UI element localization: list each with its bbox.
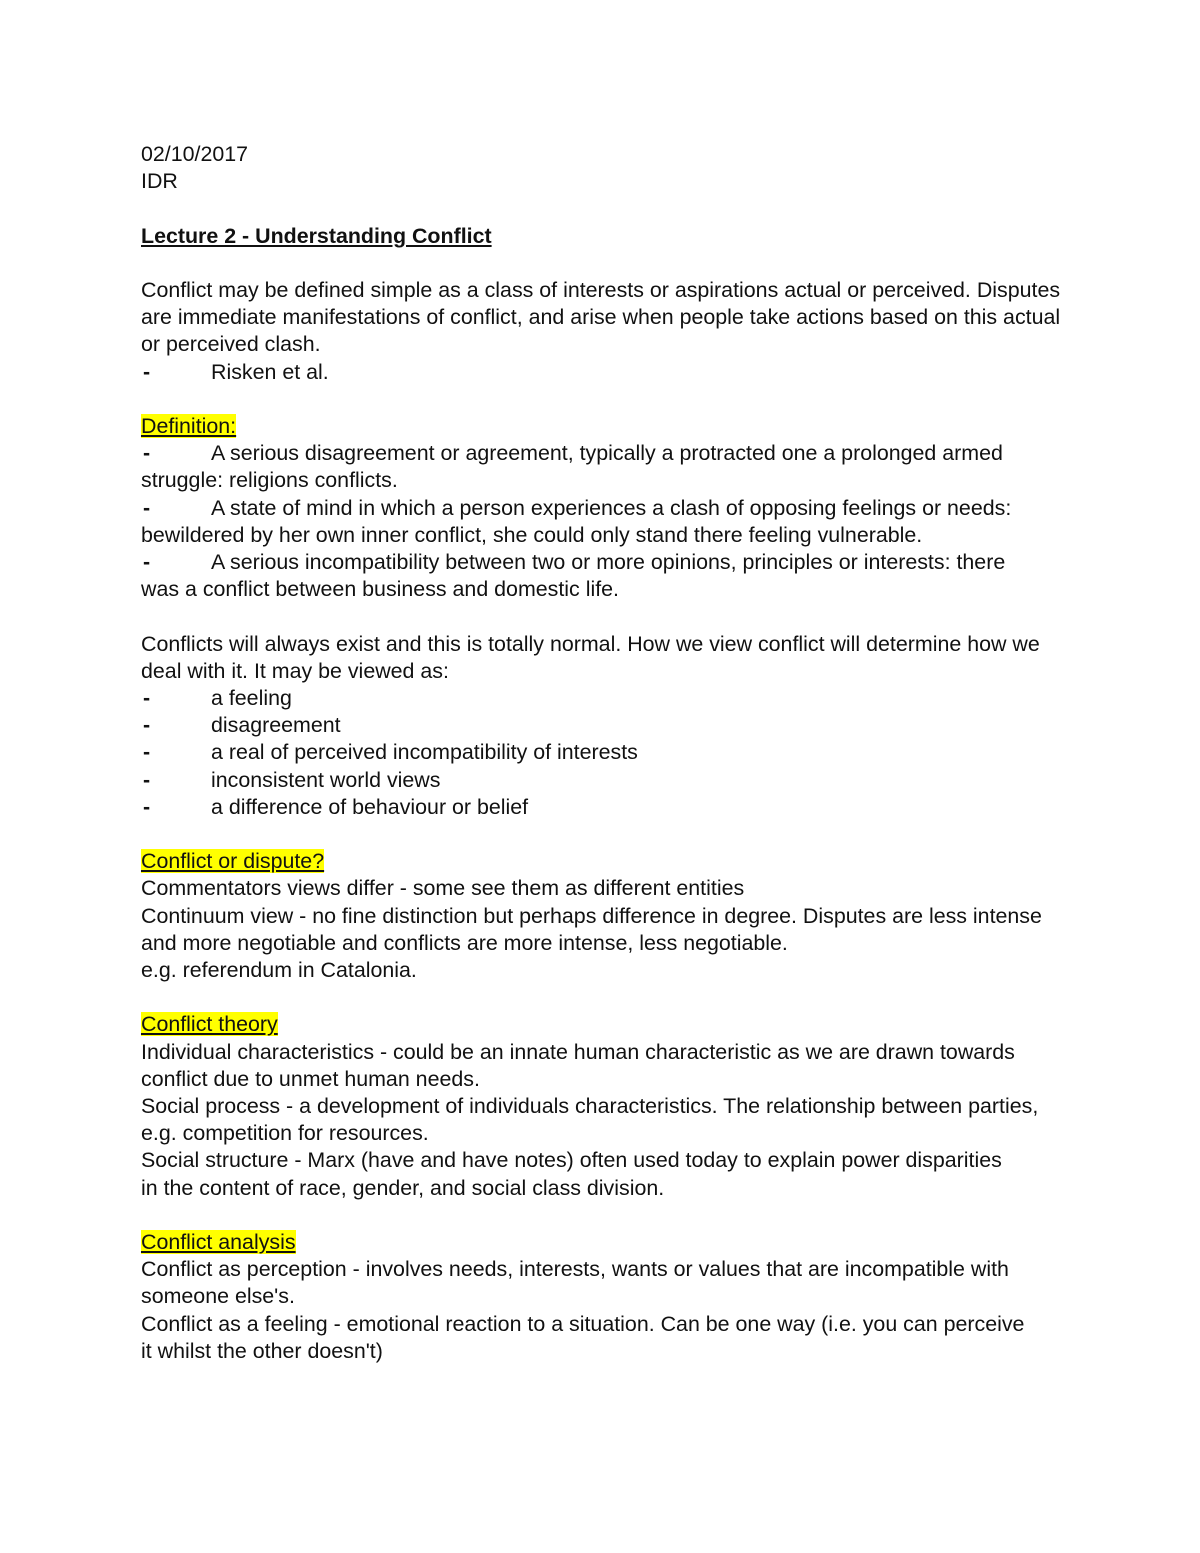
section-text: Individual characteristics - could be an innate human characteristic as we are drawn towards conflict due to unmet human needs.	[141, 1039, 1015, 1091]
date: 02/10/2017	[141, 142, 249, 166]
section-text: e.g. referendum in Catalonia.	[141, 958, 417, 983]
spacer	[141, 603, 1071, 630]
views-text: a real of perceived incompatibility of interests	[211, 740, 638, 765]
views-item	[141, 794, 1071, 821]
section-text: Conflict as a feeling - emotional reaction to a situation. Can be one way (i.e. you can perceive it whilst the other doesn't)	[141, 1311, 1025, 1363]
dash-bullet-icon: -	[143, 767, 151, 792]
section-text: Commentators views differ - some see them as different entities	[141, 876, 745, 901]
definition-item	[141, 549, 1041, 603]
dash-bullet-icon: -	[143, 686, 151, 710]
section-heading: Conflict or dispute?	[141, 849, 325, 874]
attribution-item	[141, 359, 1071, 386]
lecture-title: Lecture 2 - Understanding Conflict	[141, 223, 492, 248]
views-item	[141, 739, 1071, 766]
views-paragraph: Conflicts will always exist and this is totally normal. How we view conflict will determine how we deal with it. It may be viewed as:	[141, 631, 1040, 683]
dash-bullet-icon: -	[143, 495, 151, 520]
dash-bullet-icon: -	[143, 441, 151, 466]
definition-heading: Definition:	[141, 413, 237, 438]
dash-bullet-icon: -	[143, 740, 151, 765]
definition-text: A state of mind in which a person experiences a clash of opposing feelings or needs: bewildered by her own inner conflict, she could only stand there feeling vulnerable.	[141, 495, 1012, 547]
views-text: disagreement	[211, 713, 341, 738]
dash-bullet-icon: -	[143, 794, 151, 819]
spacer	[141, 250, 1071, 277]
section-text: Conflict as perception - involves needs, interests, wants or values that are incompatible with someone else's.	[141, 1257, 1009, 1309]
views-item	[141, 685, 1071, 712]
definition-item	[141, 495, 1031, 549]
dash-bullet-icon: -	[143, 713, 151, 738]
intro-paragraph: Conflict may be defined simple as a class of interests or aspirations actual or perceived. Disputes are immediate manifestations of conflict, and arise when people take actions based on this actual or perceived clash.	[141, 277, 1061, 357]
spacer	[141, 821, 1071, 848]
views-text: a feeling	[211, 686, 292, 710]
definition-text: A serious incompatibility between two or more opinions, principles or interests: there was a conflict between business and domestic life.	[141, 550, 1006, 602]
views-item	[141, 767, 1071, 794]
spacer	[141, 195, 1071, 222]
dash-bullet-icon: -	[143, 550, 151, 574]
section-text: Social structure - Marx (have and have notes) often used today to explain power disparities in the content of race, gender, and social class division.	[141, 1148, 1002, 1200]
dash-bullet-icon: -	[143, 359, 151, 384]
section-text: Social process - a development of individuals characteristics. The relationship between parties, e.g. competition for resources.	[141, 1094, 1039, 1146]
attribution-text: Risken et al.	[211, 359, 329, 384]
spacer	[141, 386, 1071, 413]
definition-text: A serious disagreement or agreement, typically a protracted one a prolonged armed struggle: religions conflicts.	[141, 441, 1003, 493]
course-code: IDR	[141, 169, 178, 194]
section-heading: Conflict analysis	[141, 1230, 296, 1255]
views-item	[141, 712, 1071, 739]
section-text: Continuum view - no fine distinction but perhaps difference in degree. Disputes are less intense and more negotiable and conflicts are more intense, less negotiable.	[141, 903, 1042, 955]
views-text: a difference of behaviour or belief	[211, 794, 529, 819]
spacer	[141, 984, 1071, 1011]
spacer	[141, 1202, 1071, 1229]
views-text: inconsistent world views	[211, 767, 441, 792]
document-body	[141, 141, 1071, 1365]
definition-item	[141, 440, 1021, 494]
section-heading: Conflict theory	[141, 1012, 278, 1037]
